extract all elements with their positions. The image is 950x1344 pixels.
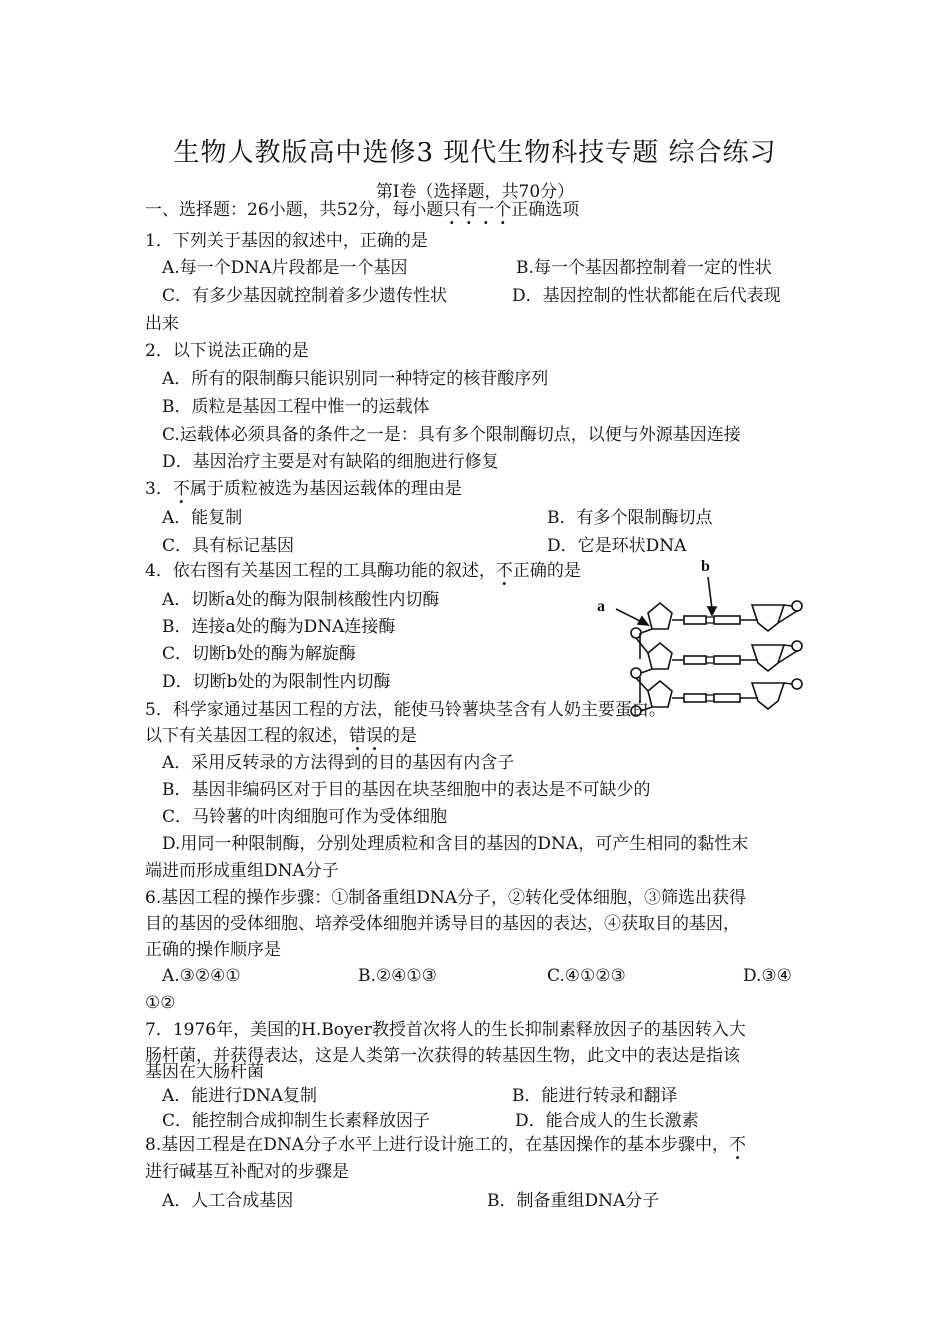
q7-option-a: A．能进行DNA复制 [162, 1086, 318, 1106]
phosphate-circle [792, 641, 802, 651]
dna-structure-diagram [592, 553, 807, 723]
base-rect [714, 616, 740, 624]
base-rect [714, 656, 740, 664]
document-subtitle: 第Ⅰ卷（选择题，共70分） [375, 182, 575, 202]
q6-option-a: A.③②④① [162, 966, 241, 986]
q2-option-b: B．质粒是基因工程中惟一的运载体 [162, 397, 430, 417]
q6-option-d: D.③④ [743, 966, 792, 986]
q6-option-b: B.②④①③ [358, 966, 437, 986]
q1-option-a: A.每一个DNA片段都是一个基因 [162, 258, 408, 278]
q6-stem-line1: 6.基因工程的操作步骤：①制备重组DNA分子，②转化受体细胞，③筛选出获得 [145, 888, 746, 908]
q5-option-c: C．马铃薯的叶肉细胞可作为受体细胞 [162, 807, 448, 827]
sugar-pentagon [752, 645, 784, 671]
q7-option-d: D．能合成人的生长激素 [515, 1111, 699, 1131]
emphasis-char: 不 [172, 479, 190, 499]
q4-option-d: D．切断b处的为限制性内切酶 [162, 672, 391, 692]
q5-stem-line1: 5．科学家通过基因工程的方法，能使马铃薯块茎含有人奶主要蛋白。 [145, 700, 666, 720]
emphasis-char: 误 [366, 726, 383, 746]
q2-stem: 2．以下说法正确的是 [145, 341, 309, 361]
q8-option-a: A．人工合成基因 [162, 1191, 294, 1211]
diagram-label-b: b [701, 558, 710, 575]
diagram-label-a: a [597, 598, 605, 615]
q4-stem [145, 561, 581, 581]
q5-option-d: D.用同一种限制酶，分别处理质粒和含目的基因的DNA，可产生相同的黏性末 [162, 834, 749, 854]
q5-stem-line2 [145, 726, 417, 746]
q6-option-c: C.④①②③ [547, 966, 626, 986]
q8-stem-pre: 8.基因工程是在DNA分子水平上进行设计施工的，在基因操作的基本步骤中， [145, 1135, 729, 1155]
q7-option-b: B．能进行转录和翻译 [512, 1086, 678, 1106]
section-heading-prefix: 一、选择题：26小题，共52分，每小题 [145, 200, 444, 220]
emphasis-char: 不 [495, 561, 513, 581]
q7-stem-line3: 基因在大肠杆菌 [145, 1062, 264, 1082]
q1-option-d-continued: 出来 [145, 314, 179, 334]
q6-stem-line3: 正确的操作顺序是 [145, 940, 281, 960]
q3-option-c: C．具有标记基因 [162, 536, 295, 556]
q3-stem [145, 479, 462, 499]
sugar-pentagon [752, 605, 784, 631]
q2-option-a: A．所有的限制酶只能识别同一种特定的核苷酸序列 [162, 369, 549, 389]
q2-option-c: C.运载体必须具备的条件之一是：具有多个限制酶切点，以便与外源基因连接 [162, 425, 741, 445]
q5-option-b: B．基因非编码区对于目的基因在块茎细胞中的表达是不可缺少的 [162, 780, 651, 800]
q6-stem-line2: 目的基因的受体细胞、培养受体细胞并诱导目的基因的表达，④获取目的基因， [145, 914, 740, 934]
q2-option-d: D．基因治疗主要是对有缺陷的细胞进行修复 [162, 452, 499, 472]
base-rect [684, 616, 706, 624]
q7-stem-line2: 肠杆菌，并获得表达，这是人类第一次获得的转基因生物，此文中的表达是指该 [145, 1046, 740, 1066]
q5-stem-pre: 以下有关基因工程的叙述， [145, 726, 349, 746]
q7-stem-line1: 7．1976年，美国的H.Boyer教授首次将人的生长抑制素释放因子的基因转入大 [145, 1020, 746, 1040]
q4-option-a: A．切断a处的酶为限制核酸性内切酶 [162, 590, 440, 610]
section-heading-suffix: 正确选项 [511, 200, 580, 220]
q5-option-a: A．采用反转录的方法得到的目的基因有内含子 [162, 753, 515, 773]
q5-stem-post: 的是 [383, 726, 417, 746]
phosphate-circle [792, 679, 802, 689]
q7-option-c: C．能控制合成抑制生长素释放因子 [162, 1111, 431, 1131]
phosphate-circle [792, 601, 802, 611]
emphasis-char: 只 [443, 200, 461, 220]
q8-stem-line2: 进行碱基互补配对的步骤是 [145, 1162, 349, 1182]
base-rect [714, 694, 740, 702]
emphasis-char: 个 [494, 200, 512, 220]
sugar-pentagon [648, 603, 672, 629]
base-rect [684, 694, 706, 702]
sugar-pentagon [648, 643, 672, 669]
emphasis-char: 一 [477, 200, 495, 220]
q6-option-d-continued: ①② [145, 993, 176, 1013]
section-heading [145, 200, 579, 220]
emphasis-char: 不 [729, 1135, 746, 1155]
q3-number: 3． [145, 479, 173, 499]
q1-option-b: B.每一个基因都控制着一定的性状 [516, 258, 772, 278]
q4-stem-pre: 4．依右图有关基因工程的工具酶功能的叙述， [145, 561, 496, 581]
q3-option-d: D．它是环状DNA [547, 536, 687, 556]
sugar-pentagon [752, 683, 784, 709]
q8-option-b: B．制备重组DNA分子 [487, 1191, 660, 1211]
q3-option-a: A．能复制 [162, 508, 243, 528]
q4-option-c: C．切断b处的酶为解旋酶 [162, 644, 356, 664]
q1-option-d: D．基因控制的性状都能在后代表现 [512, 286, 781, 306]
q4-stem-post: 正确的是 [512, 561, 581, 581]
q3-stem-text: 属于质粒被选为基因运载体的理由是 [189, 479, 462, 499]
q1-option-c: C．有多少基因就控制着多少遗传性状 [162, 286, 448, 306]
base-rect [684, 656, 706, 664]
q1-stem: 1．下列关于基因的叙述中，正确的是 [145, 231, 428, 251]
emphasis-char: 错 [349, 726, 366, 746]
phosphate-circle [631, 668, 641, 678]
emphasis-char: 有 [460, 200, 478, 220]
q5-option-d-continued: 端进而形成重组DNA分子 [145, 861, 339, 881]
q8-stem-line1 [145, 1135, 746, 1155]
document-title: 生物人教版高中选修3 现代生物科技专题 综合练习 [173, 138, 777, 168]
q4-option-b: B．连接a处的酶为DNA连接酶 [162, 617, 396, 637]
q3-option-b: B．有多个限制酶切点 [547, 508, 713, 528]
